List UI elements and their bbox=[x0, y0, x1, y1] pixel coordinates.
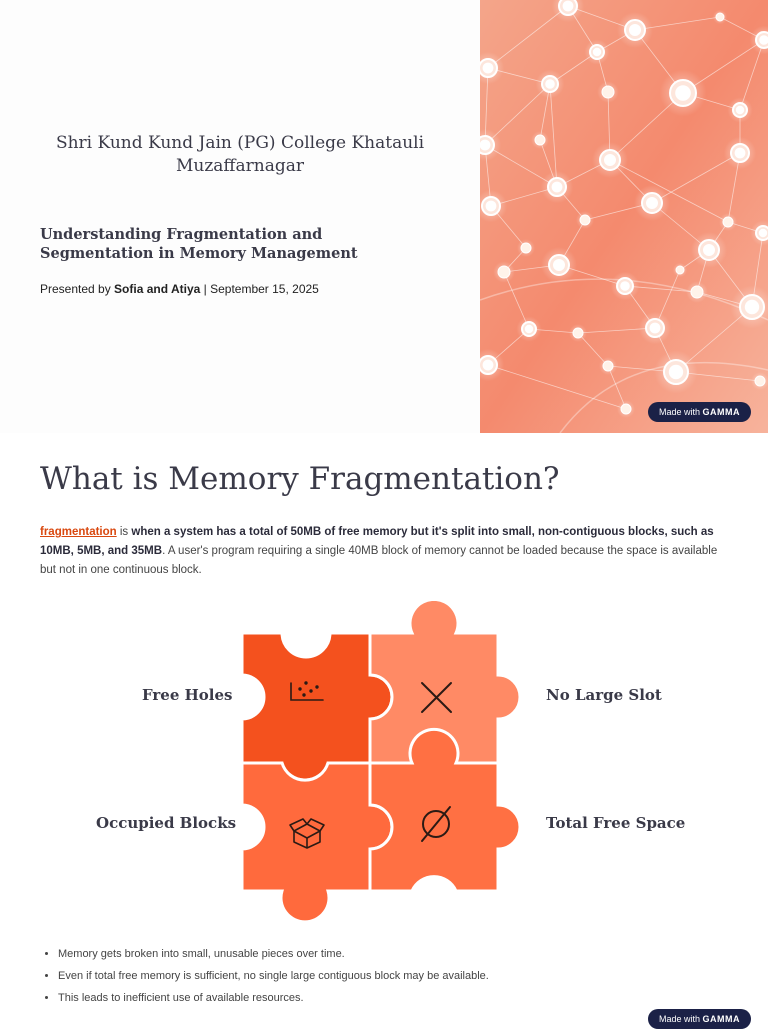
network-node-core bbox=[629, 24, 641, 36]
network-node-core bbox=[759, 229, 767, 237]
network-node-core bbox=[745, 300, 759, 314]
badge-brand: GAMMA bbox=[702, 1014, 741, 1024]
network-node-core bbox=[593, 48, 601, 56]
network-node bbox=[603, 361, 613, 371]
badge-prefix: Made with bbox=[659, 1014, 703, 1024]
network-node-core bbox=[736, 106, 744, 114]
fragmentation-slide bbox=[0, 433, 768, 1024]
separator: | bbox=[200, 282, 211, 296]
network-node-core bbox=[675, 85, 691, 101]
network-node-core bbox=[604, 154, 616, 166]
label-occupied-blocks: Occupied Blocks bbox=[96, 814, 237, 832]
network-node bbox=[521, 243, 531, 253]
slide-title: What is Memory Fragmentation? bbox=[40, 461, 560, 497]
network-node-core bbox=[552, 182, 563, 193]
intro-paragraph bbox=[40, 523, 720, 580]
network-node bbox=[580, 215, 590, 225]
network-node bbox=[573, 328, 583, 338]
list-item: • Memory gets broken into small, unusable pieces over time. bbox=[58, 943, 489, 965]
made-with-gamma-badge[interactable] bbox=[648, 402, 751, 422]
network-node-core bbox=[669, 365, 683, 379]
network-node bbox=[621, 404, 631, 414]
network-node-core bbox=[646, 197, 658, 209]
network-node bbox=[691, 286, 703, 298]
intro-bold: when a system has a total of 50MB of free memory but it's split into small, non-contiguous blocks, such as 10MB, 5MB, and 35MB bbox=[40, 526, 714, 557]
network-node bbox=[498, 266, 510, 278]
presenter-line bbox=[40, 282, 319, 296]
network-node-core bbox=[553, 259, 565, 271]
network-node bbox=[755, 376, 765, 386]
presentation-date: September 15, 2025 bbox=[210, 282, 319, 296]
network-node-core bbox=[563, 1, 574, 12]
label-free-holes: Free Holes bbox=[142, 686, 233, 704]
network-hero-image bbox=[480, 0, 768, 433]
badge-brand: GAMMA bbox=[702, 407, 741, 417]
title-slide bbox=[0, 0, 768, 433]
puzzle-graphic bbox=[232, 601, 532, 921]
label-no-large-slot: No Large Slot bbox=[546, 686, 662, 704]
fragmentation-link[interactable]: fragmentation bbox=[40, 526, 117, 538]
bullet-list bbox=[40, 943, 489, 1009]
network-node-core bbox=[620, 281, 630, 291]
network-node-core bbox=[483, 63, 494, 74]
made-with-gamma-badge-bottom[interactable] bbox=[648, 1009, 751, 1029]
badge-prefix: Made with bbox=[659, 407, 703, 417]
network-node-core bbox=[483, 360, 494, 371]
network-node-core bbox=[545, 79, 555, 89]
label-total-free-space: Total Free Space bbox=[546, 814, 686, 832]
network-node bbox=[723, 217, 733, 227]
network-node-core bbox=[650, 323, 661, 334]
list-item: • Even if total free memory is sufficient, no single large contiguous block may be available. bbox=[58, 965, 489, 987]
network-node-core bbox=[735, 148, 746, 159]
presented-by-label: Presented by bbox=[40, 282, 115, 296]
network-node-core bbox=[486, 201, 497, 212]
network-node bbox=[716, 13, 724, 21]
network-node bbox=[602, 86, 614, 98]
intro-rest: . A user's program requiring a single 40MB block of memory cannot be loaded because the space is available but not in one continuous block. bbox=[40, 545, 718, 576]
college-name: Shri Kund Kund Jain (PG) College Khatauli Muzaffarnagar bbox=[55, 133, 425, 176]
intro-is: is bbox=[116, 526, 132, 538]
network-node-core bbox=[480, 140, 490, 151]
network-node-core bbox=[703, 244, 715, 256]
presentation-subtitle: Understanding Fragmentation and Segmentation in Memory Management bbox=[40, 226, 358, 262]
network-node bbox=[676, 266, 684, 274]
list-item: • This leads to inefficient use of available resources. bbox=[58, 987, 489, 1009]
network-node-core bbox=[525, 325, 533, 333]
network-node bbox=[535, 135, 545, 145]
presenter-names: Sofia and Atiya bbox=[114, 282, 201, 296]
